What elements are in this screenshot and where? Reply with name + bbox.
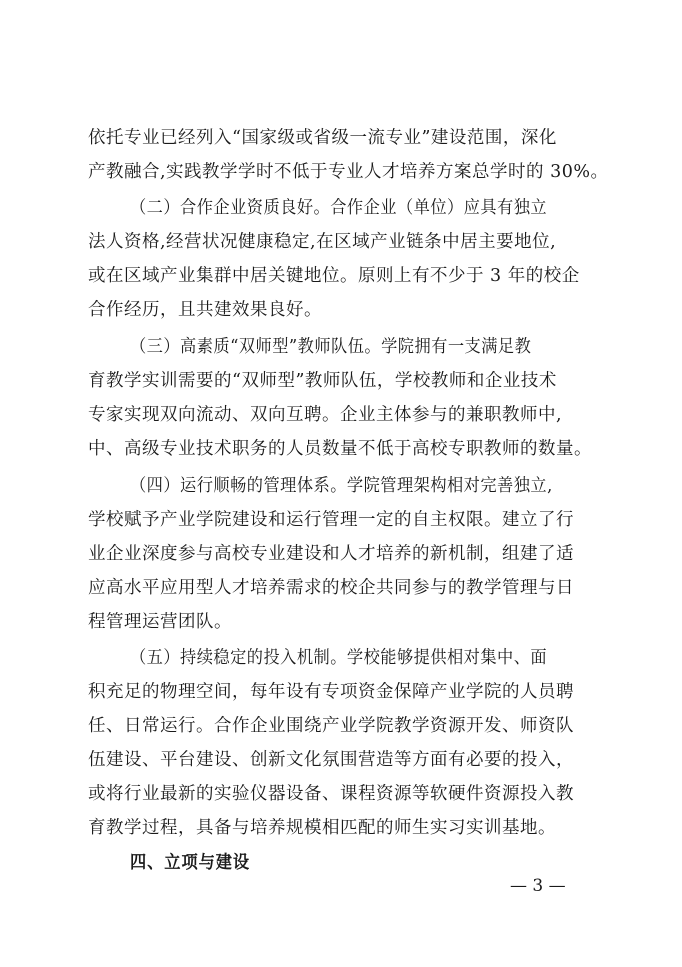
text-line: 法人资格,经营状况健康稳定,在区域产业链条中居主要地位, [88, 232, 557, 252]
text-line: 积充足的物理空间，每年设有专项资金保障产业学院的人员聘 [88, 682, 574, 702]
section-heading: 四、立项与建设 [130, 853, 251, 873]
text-line: 学校赋予产业学院建设和运行管理一定的自主权限。建立了行 [88, 510, 574, 530]
text-line: 程管理运营团队。 [88, 612, 232, 632]
text-line: 业企业深度参与高校专业建设和人才培养的新机制，组建了适 [88, 544, 574, 564]
paragraph-first-line: （四）运行顺畅的管理体系。学院管理架构相对完善独立, [130, 476, 553, 496]
text-line: 依托专业已经列入“国家级或省级一流专业”建设范围，深化 [88, 128, 557, 148]
text-line: 或将行业最新的实验仪器设备、课程资源等软硬件资源投入教 [88, 784, 574, 804]
text-line: 专家实现双向流动、双向互聘。企业主体参与的兼职教师中, [88, 405, 563, 425]
text-line: 伍建设、平台建设、创新文化氛围营造等方面有必要的投入， [88, 750, 574, 770]
paragraph-first-line: （三）高素质“双师型”教师队伍。学院拥有一支满足教 [130, 337, 532, 357]
text-line: 育教学过程，具备与培养规模相匹配的师生实习实训基地。 [88, 818, 556, 838]
text-line: 或在区域产业集群中居关键地位。原则上有不少于 3 年的校企 [88, 266, 580, 286]
page-number: — 3 — [510, 876, 566, 896]
text-line: 育教学实训需要的“双师型”教师队伍，学校教师和企业技术 [88, 371, 557, 391]
text-line: 中、高级专业技术职务的人员数量不低于高校专职教师的数量。 [88, 439, 592, 459]
text-line: 合作经历，且共建效果良好。 [88, 300, 322, 320]
text-line: 产教融合,实践教学学时不低于专业人才培养方案总学时的 30%。 [88, 162, 609, 182]
text-line: 任、日常运行。合作企业围绕产业学院教学资源开发、师资队 [88, 716, 574, 736]
paragraph-first-line: （二）合作企业资质良好。合作企业（单位）应具有独立 [130, 198, 548, 218]
text-line: 应高水平应用型人才培养需求的校企共同参与的教学管理与日 [88, 578, 574, 598]
paragraph-first-line: （五）持续稳定的投入机制。学校能够提供相对集中、面 [130, 648, 548, 668]
